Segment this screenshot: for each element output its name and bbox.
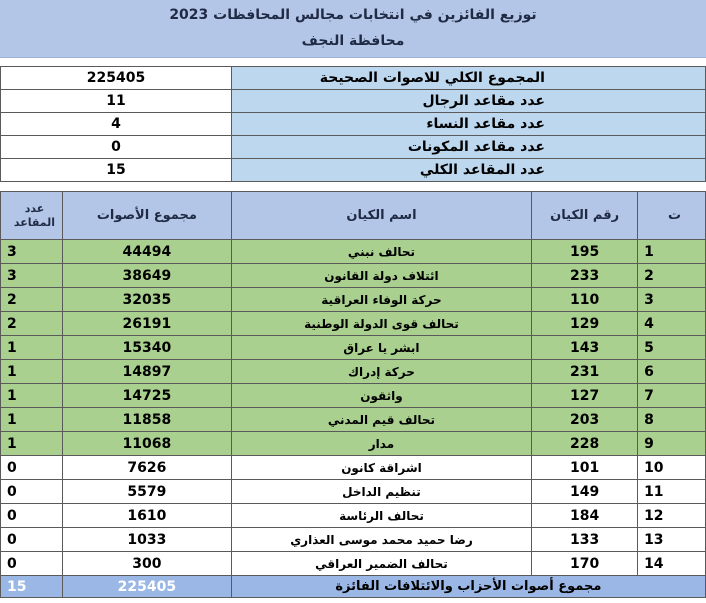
row-entity-number: 203 xyxy=(532,408,638,432)
row-entity-number: 195 xyxy=(532,240,638,264)
table-row xyxy=(1,240,706,264)
table-row xyxy=(1,312,706,336)
row-votes: 38649 xyxy=(62,264,231,288)
row-seats: 0 xyxy=(1,480,63,504)
summary-value: 4 xyxy=(1,113,232,136)
summary-label: عدد المقاعد الكلي xyxy=(232,159,706,182)
row-votes: 15340 xyxy=(62,336,231,360)
row-seats: 2 xyxy=(1,288,63,312)
row-entity-name: تحالف نبني xyxy=(231,240,531,264)
row-seats: 1 xyxy=(1,336,63,360)
row-entity-number: 143 xyxy=(532,336,638,360)
total-seats: 15 xyxy=(1,576,63,598)
header-entity-name: اسم الكيان xyxy=(231,192,531,240)
row-seats: 1 xyxy=(1,384,63,408)
row-entity-number: 228 xyxy=(532,432,638,456)
summary-table xyxy=(0,66,706,182)
row-entity-number: 184 xyxy=(532,504,638,528)
row-entity-number: 110 xyxy=(532,288,638,312)
row-entity-number: 101 xyxy=(532,456,638,480)
row-votes: 300 xyxy=(62,552,231,576)
row-entity-name: تحالف قيم المدني xyxy=(231,408,531,432)
summary-row xyxy=(1,136,706,159)
summary-label: عدد مقاعد النساء xyxy=(232,113,706,136)
row-entity-name: حركة الوفاء العراقية xyxy=(231,288,531,312)
row-votes: 14897 xyxy=(62,360,231,384)
header-votes: مجموع الأصوات xyxy=(62,192,231,240)
row-votes: 14725 xyxy=(62,384,231,408)
row-index: 3 xyxy=(638,288,706,312)
table-row xyxy=(1,384,706,408)
page-subtitle: محافظة النجف xyxy=(301,33,405,49)
summary-label: المجموع الكلي للاصوات الصحيحة xyxy=(232,67,706,90)
row-entity-name: ائتلاف دولة القانون xyxy=(231,264,531,288)
row-seats: 3 xyxy=(1,240,63,264)
summary-row xyxy=(1,90,706,113)
table-row xyxy=(1,504,706,528)
title-banner xyxy=(0,0,706,58)
table-row xyxy=(1,552,706,576)
row-entity-number: 127 xyxy=(532,384,638,408)
results-header-row xyxy=(1,192,706,240)
row-votes: 44494 xyxy=(62,240,231,264)
summary-label: عدد مقاعد المكونات xyxy=(232,136,706,159)
row-seats: 1 xyxy=(1,432,63,456)
row-index: 8 xyxy=(638,408,706,432)
summary-row xyxy=(1,67,706,90)
row-index: 11 xyxy=(638,480,706,504)
row-entity-name: تحالف الرئاسة xyxy=(231,504,531,528)
row-seats: 0 xyxy=(1,504,63,528)
row-entity-number: 231 xyxy=(532,360,638,384)
row-entity-number: 149 xyxy=(532,480,638,504)
summary-value: 0 xyxy=(1,136,232,159)
row-entity-number: 170 xyxy=(532,552,638,576)
table-row xyxy=(1,456,706,480)
row-entity-name: تنظيم الداخل xyxy=(231,480,531,504)
row-entity-name: مدار xyxy=(231,432,531,456)
row-entity-name: تحالف الضمير العراقي xyxy=(231,552,531,576)
row-seats: 0 xyxy=(1,528,63,552)
summary-value: 11 xyxy=(1,90,232,113)
row-seats: 2 xyxy=(1,312,63,336)
summary-row xyxy=(1,113,706,136)
results-table xyxy=(0,191,706,598)
row-index: 13 xyxy=(638,528,706,552)
header-seats: عدد المقاعد xyxy=(1,192,63,240)
header-index: ت xyxy=(638,192,706,240)
row-index: 4 xyxy=(638,312,706,336)
row-index: 1 xyxy=(638,240,706,264)
table-row xyxy=(1,360,706,384)
table-row xyxy=(1,432,706,456)
row-seats: 1 xyxy=(1,360,63,384)
table-row xyxy=(1,528,706,552)
row-index: 2 xyxy=(638,264,706,288)
row-index: 7 xyxy=(638,384,706,408)
row-votes: 5579 xyxy=(62,480,231,504)
row-votes: 11858 xyxy=(62,408,231,432)
row-index: 12 xyxy=(638,504,706,528)
row-entity-name: رضا حميد محمد موسى العذاري xyxy=(231,528,531,552)
row-index: 9 xyxy=(638,432,706,456)
summary-value: 15 xyxy=(1,159,232,182)
row-entity-name: ابشر يا عراق xyxy=(231,336,531,360)
row-votes: 1610 xyxy=(62,504,231,528)
row-index: 14 xyxy=(638,552,706,576)
row-seats: 0 xyxy=(1,456,63,480)
table-row xyxy=(1,480,706,504)
table-row xyxy=(1,264,706,288)
page-title: توزيع الفائزين في انتخابات مجالس المحافظات 2023 xyxy=(169,7,537,23)
total-label: مجموع أصوات الأحزاب والائتلافات الفائزة xyxy=(231,576,705,598)
summary-row xyxy=(1,159,706,182)
row-entity-number: 133 xyxy=(532,528,638,552)
row-seats: 3 xyxy=(1,264,63,288)
summary-value: 225405 xyxy=(1,67,232,90)
row-seats: 0 xyxy=(1,552,63,576)
row-index: 10 xyxy=(638,456,706,480)
row-entity-number: 233 xyxy=(532,264,638,288)
row-entity-number: 129 xyxy=(532,312,638,336)
row-entity-name: حركة إدراك xyxy=(231,360,531,384)
row-votes: 1033 xyxy=(62,528,231,552)
row-seats: 1 xyxy=(1,408,63,432)
total-row xyxy=(1,576,706,598)
table-row xyxy=(1,288,706,312)
row-entity-name: تحالف قوى الدولة الوطنية xyxy=(231,312,531,336)
row-index: 6 xyxy=(638,360,706,384)
row-votes: 26191 xyxy=(62,312,231,336)
table-row xyxy=(1,408,706,432)
row-votes: 32035 xyxy=(62,288,231,312)
summary-label: عدد مقاعد الرجال xyxy=(232,90,706,113)
row-votes: 11068 xyxy=(62,432,231,456)
header-entity-number: رقم الكيان xyxy=(532,192,638,240)
row-entity-name: واثقون xyxy=(231,384,531,408)
row-index: 5 xyxy=(638,336,706,360)
row-votes: 7626 xyxy=(62,456,231,480)
table-row xyxy=(1,336,706,360)
row-entity-name: اشراقة كانون xyxy=(231,456,531,480)
total-votes: 225405 xyxy=(62,576,231,598)
